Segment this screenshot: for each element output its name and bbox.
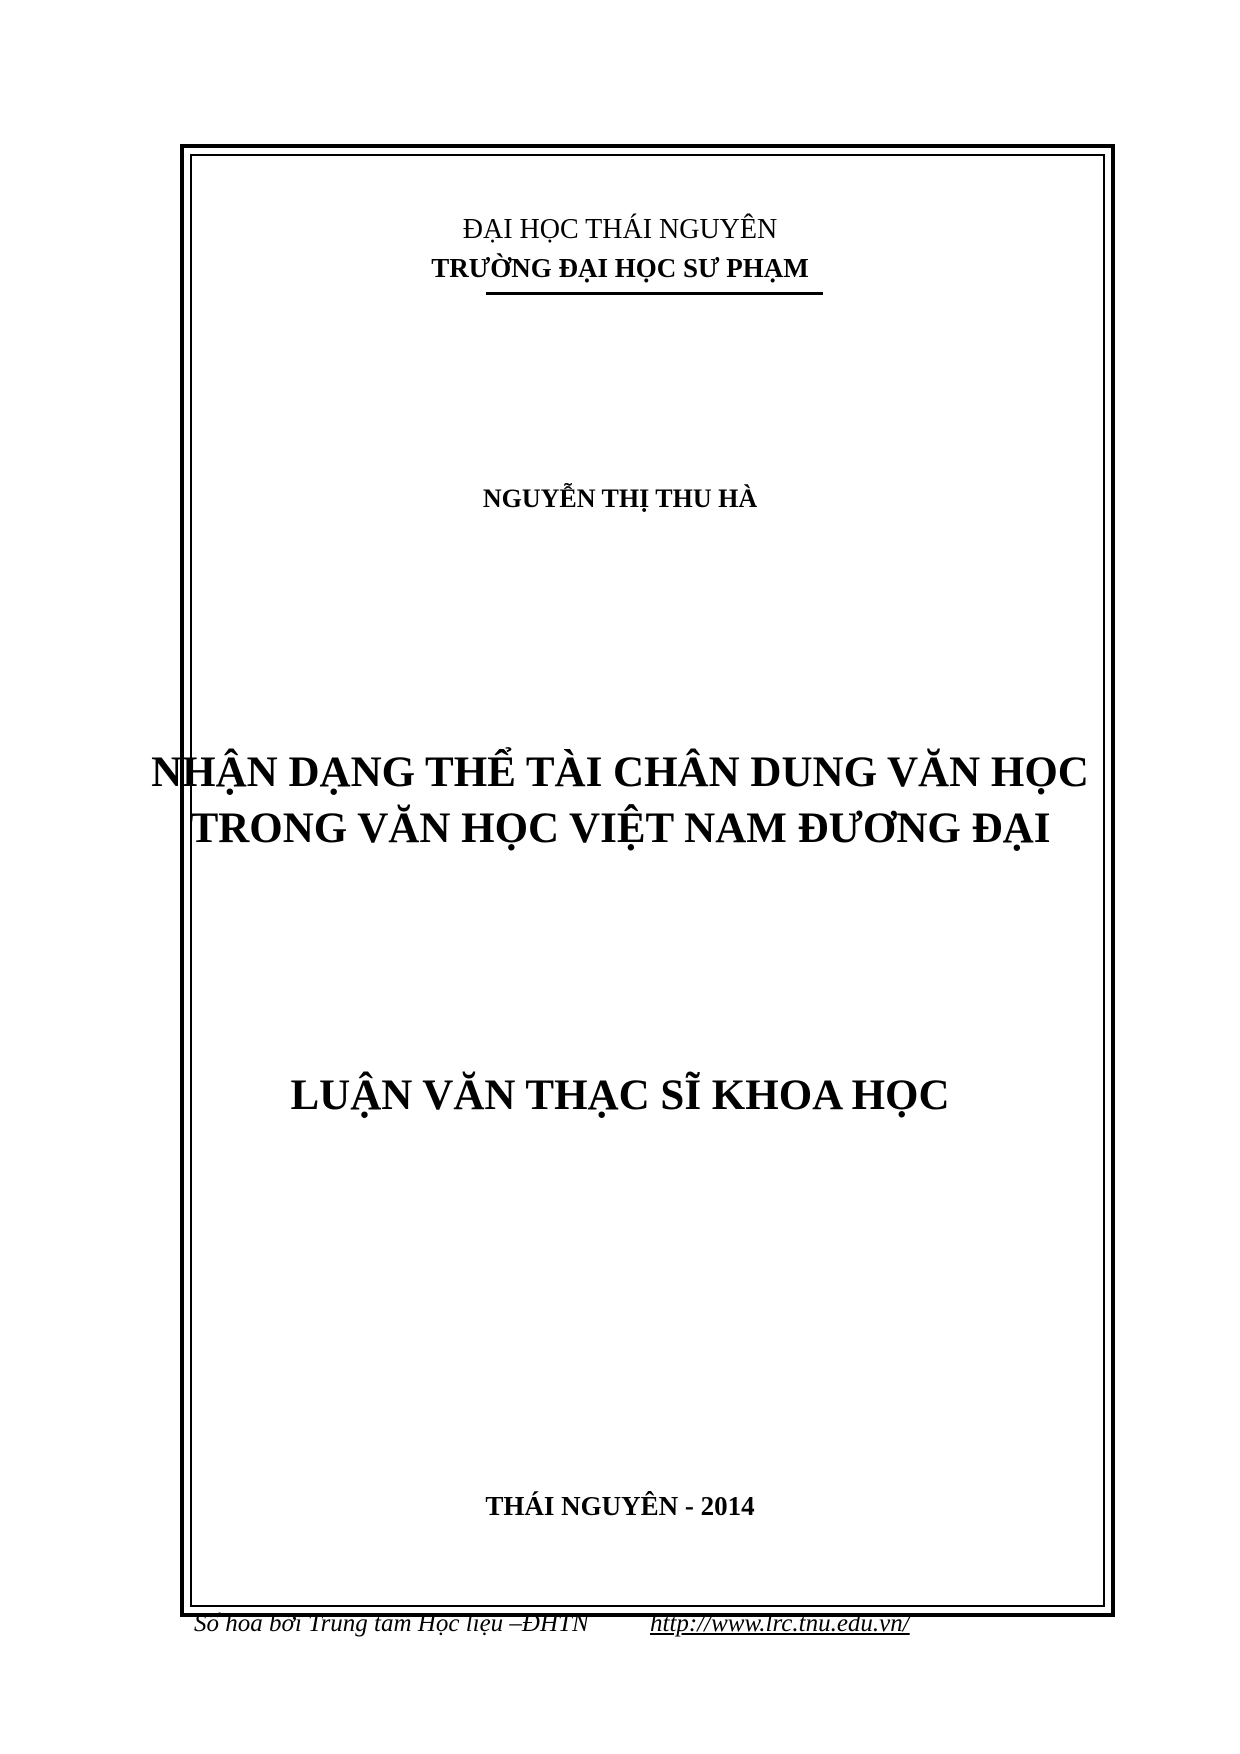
thesis-title-line-1: NHẬN DẠNG THỂ TÀI CHÂN DUNG VĂN HỌC xyxy=(151,749,1089,796)
author-name: NGUYỄN THỊ THU HÀ xyxy=(482,484,758,513)
cover-border-inner xyxy=(190,154,1105,1607)
school-name: TRƯỜNG ĐẠI HỌC SƯ PHẠM xyxy=(431,253,809,283)
degree-type: LUẬN VĂN THẠC SĨ KHOA HỌC xyxy=(290,1072,950,1119)
footer-website-link[interactable]: http://www.lrc.tnu.edu.vn/ xyxy=(650,1610,910,1637)
place-and-year: THÁI NGUYÊN - 2014 xyxy=(485,1491,755,1521)
footer-digitized-by: Số hóa bởi Trung tâm Học liệu –ĐHTN xyxy=(194,1610,589,1637)
school-underline xyxy=(486,292,823,295)
university-name: ĐẠI HỌC THÁI NGUYÊN xyxy=(462,214,778,245)
thesis-title-line-2: TRONG VĂN HỌC VIỆT NAM ĐƯƠNG ĐẠI xyxy=(189,805,1051,852)
